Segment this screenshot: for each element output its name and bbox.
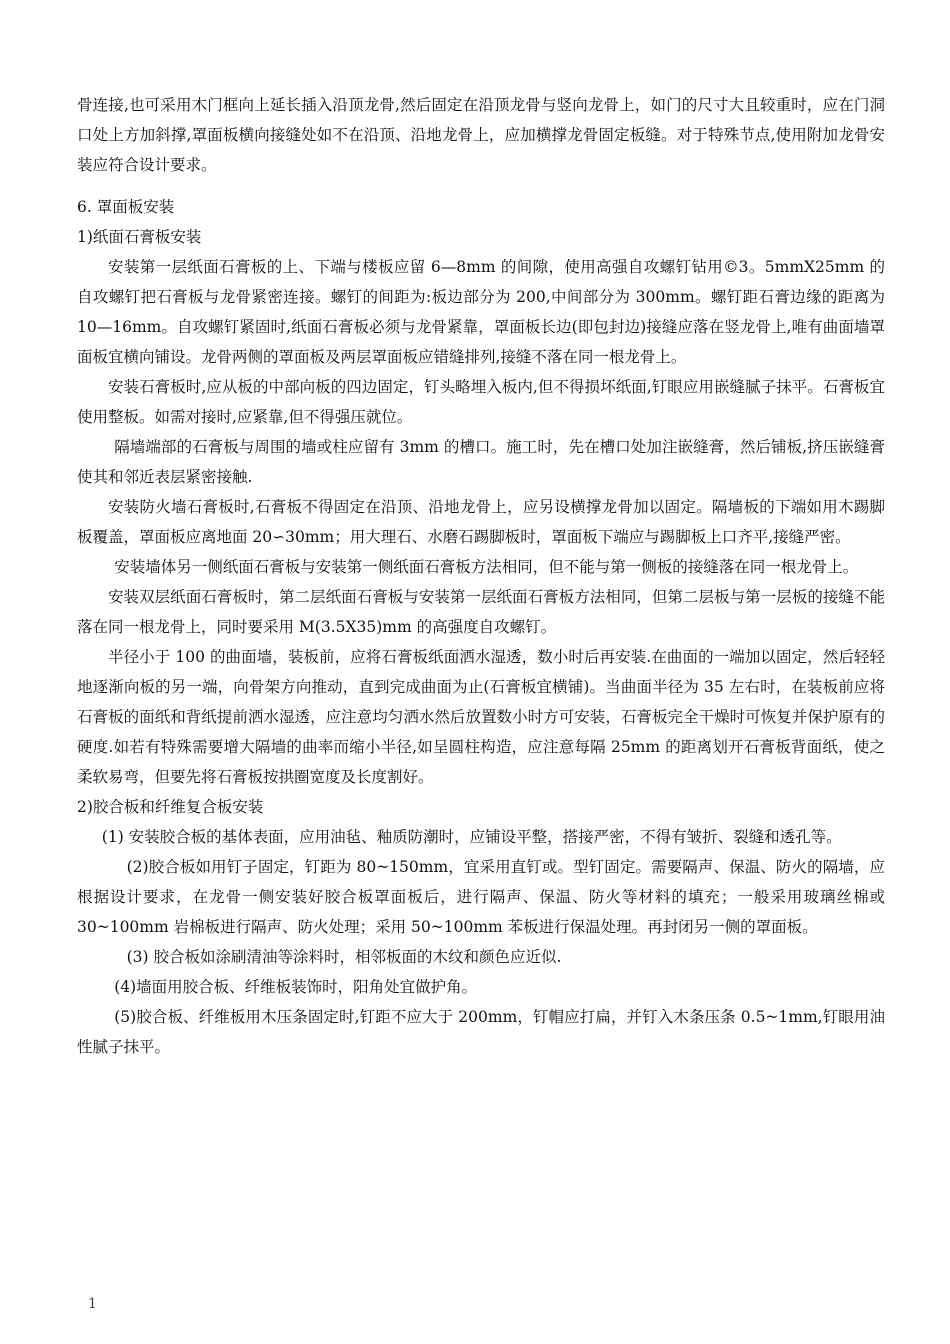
list-item: (5)胶合板、纤维板用木压条固定时,钉距不应大于 200mm，钉帽应打扁，并钉入木条压条 0.5~1mm,钉眼用油性腻子抹平。 (77, 1008, 885, 1056)
intro-paragraph: 骨连接,也可采用木门框向上延长插入沿顶龙骨,然后固定在沿顶龙骨与竖向龙骨上，如门的尺寸大且较重时，应在门洞口处上方加斜撑,罩面板横向接缝处如不在沿顶、沿地龙骨上，应加横撑龙骨固定板缝。对于特殊节点,使用附加龙骨安装应符合设计要求。 (77, 96, 885, 174)
document-body (77, 90, 885, 1062)
paragraph: 隔墙端部的石膏板与周围的墙或柱应留有 3mm 的槽口。施工时，先在槽口处加注嵌缝膏，然后铺板,挤压嵌缝膏使其和邻近表层紧密接触. (77, 438, 885, 486)
paragraph: 半径小于 100 的曲面墙，装板前，应将石膏板纸面洒水湿透，数小时后再安装.在曲面的一端加以固定，然后轻轻地逐渐向板的另一端，向骨架方向推动，直到完成曲面为止(石膏板宜横铺)。当曲面半径为 35 左右时，在装板前应将石膏板的面纸和背纸提前洒水湿透，应注意均匀洒水然后放置数小时方可安装，石膏板完全干燥时可恢复并保护原有的硬度.如若有特殊需要增大隔墙的曲率而缩小半径,如呈圆柱构造，应注意每隔 25mm 的距离划开石膏板背面纸，使之柔软易弯，但要先将石膏板按拱圈宽度及长度割好。 (77, 648, 885, 786)
list-item: (4)墙面用胶合板、纤维板装饰时，阳角处宜做护角。 (114, 978, 478, 996)
subsection-title-gypsum: 1)纸面石膏板安装 (77, 228, 202, 246)
paragraph: 安装防火墙石膏板时,石膏板不得固定在沿顶、沿地龙骨上，应另设横撑龙骨加以固定。隔墙板的下端如用木踢脚板覆盖，罩面板应离地面 20∽30mm；用大理石、水磨石踢脚板时，罩面板下端应与踢脚板上口齐平,接缝严密。 (77, 498, 885, 546)
paragraph: 安装第一层纸面石膏板的上、下端与楼板应留 6—8mm 的间隙，使用高强自攻螺钉钻用©3。5mmX25mm 的自攻螺钉把石膏板与龙骨紧密连接。螺钉的间距为:板边部分为 200,中间部分为 300mm。螺钉距石膏边缘的距离为 10—16mm。自攻螺钉紧固时,纸面石膏板必须与龙骨紧靠，罩面板长边(即包封边)接缝应落在竖龙骨上,唯有曲面墙罩面板宜横向铺设。龙骨两侧的罩面板及两层罩面板应错缝排列,接缝不落在同一根龙骨上。 (77, 258, 885, 366)
section-heading: 6. 罩面板安装 (77, 198, 175, 216)
page-number: 1 (88, 1296, 97, 1312)
paragraph: 安装石膏板时,应从板的中部向板的四边固定，钉头略埋入板内,但不得损坏纸面,钉眼应用嵌缝腻子抹平。石膏板宜使用整板。如需对接时,应紧靠,但不得强压就位。 (77, 378, 885, 426)
subsection-title-plywood: 2)胶合板和纤维复合板安装 (77, 798, 264, 816)
paragraph: 安装双层纸面石膏板时，第二层纸面石膏板与安装第一层纸面石膏板方法相同，但第二层板与第一层板的接缝不能落在同一根龙骨上，同时要采用 M(3.5X35)mm 的高强度自攻螺钉。 (77, 588, 885, 636)
list-item: (2)胶合板如用钉子固定，钉距为 80~150mm，宜采用直钉或。型钉固定。需要隔声、保温、防火的隔墙，应根据设计要求，在龙骨一侧安装好胶合板罩面板后，进行隔声、保温、防火等材料的填充；一般采用玻璃丝棉或 30~100mm 岩棉板进行隔声、防火处理；采用 50~100mm 苯板进行保温处理。再封闭另一侧的罩面板。 (77, 858, 885, 936)
paragraph: 安装墙体另一侧纸面石膏板与安装第一侧纸面石膏板方法相同，但不能与第一侧板的接缝落在同一根龙骨上。 (114, 558, 859, 576)
list-item: (1) 安装胶合板的基体表面，应用油毡、釉质防潮时，应铺设平整，搭接严密，不得有皱折、裂缝和透孔等。 (101, 828, 842, 846)
list-item: (3) 胶合板如涂刷清油等涂料时，相邻板面的木纹和颜色应近似. (126, 948, 562, 966)
